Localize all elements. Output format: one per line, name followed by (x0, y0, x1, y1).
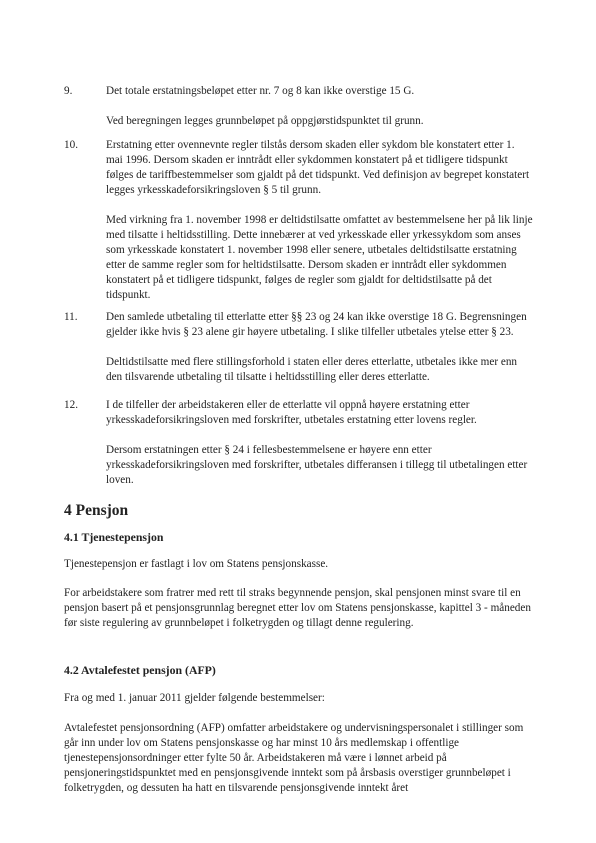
paragraph: Den samlede utbetaling til etterlatte etter §§ 23 og 24 kan ikke overstige 18 G. Begrensningen gjelder ikke hvis § 23 alene gir høyere utbetaling. I slike tilfeller utbetales ytelse etter § 23. (106, 311, 527, 338)
paragraph: Det totale erstatningsbeløpet etter nr. 7 og 8 kan ikke overstige 15 G. (106, 85, 415, 97)
list-item-12 (64, 398, 534, 488)
section-heading: 4 Pensjon (64, 502, 129, 519)
subsection-heading: 4.2 Avtalefestet pensjon (AFP) (64, 663, 216, 677)
item-number: 11. (64, 311, 78, 323)
paragraph: Tjenestepensjon er fastlagt i lov om Statens pensjonskasse. (64, 558, 329, 570)
paragraph: Erstatning etter ovennevnte regler tilstås dersom skaden eller sykdom ble konstatert etter 1. mai 1996. Dersom skaden er inntrådt eller sykdommen konstatert på et tidligere tidspunkt følges de tariffbestemmelser som gjaldt på det tidspunkt. Ved definisjon av begrepet konstatert legges yrkesskadeforsikringsloven § 5 til grunn. (106, 139, 530, 196)
paragraph: Deltidstilsatte med flere stillingsforhold i staten eller deres etterlatte, utbetales ikke mer enn den tilsvarende utbetaling til tilsatte i heltidsstilling eller deres etterlatte. (106, 356, 518, 383)
paragraph-block (64, 721, 534, 796)
paragraph-block (64, 691, 534, 706)
paragraph: Ved beregningen legges grunnbeløpet på oppgjørstidspunktet til grunn. (106, 115, 424, 127)
paragraph: Dersom erstatningen etter § 24 i fellesbestemmelsene er høyere enn etter yrkesskadeforsikringsloven med forskrifter, utbetales differansen i tillegg til utbetalingen etter loven. (106, 444, 528, 486)
paragraph: Med virkning fra 1. november 1998 er deltidstilsatte omfattet av bestemmelsene her på lik linje med tilsatte i heltidsstilling. Dette innebærer at ved yrkesskade eller yrkessykdom som anses som yrkesskade konstatert 1. november 1998 eller senere, utbetales deltidstilsatte erstatning etter de samme regler som for heltidstilsatte. Dersom skaden er inntrådt eller sykdommen konstatert på et tidligere tidspunkt, følges de regler som gjaldt for deltidstilsatte på det tidspunkt. (106, 214, 533, 301)
list-item-9 (64, 84, 534, 129)
item-number: 9. (64, 85, 73, 97)
paragraph: Fra og med 1. januar 2011 gjelder følgende bestemmelser: (64, 692, 325, 704)
item-number: 10. (64, 139, 78, 151)
paragraph-block (64, 557, 534, 572)
paragraph: Avtalefestet pensjonsordning (AFP) omfatter arbeidstakere og undervisningspersonalet i stillinger som går inn under lov om Statens pensjonskasse og har minst 10 års medlemskap i offentlige tjenestepensjonsordninger etter fylte 50 år. Arbeidstakeren må være i lønnet arbeid på pensjoneringstidspunktet med en pensjonsgivende inntekt som på årsbasis overstiger grunnbeløpet i folketrygden, og dessuten ha hatt en tilsvarende pensjonsgivende inntekt året (64, 722, 524, 794)
paragraph-block (64, 586, 534, 631)
list-item-11 (64, 310, 534, 385)
subsection-heading: 4.1 Tjenestepensjon (64, 530, 164, 544)
paragraph: I de tilfeller der arbeidstakeren eller de etterlatte vil oppnå høyere erstatning etter yrkesskadeforsikringsloven med forskrifter, utbetales erstatning etter lovens regler. (106, 399, 477, 426)
item-number: 12. (64, 399, 78, 411)
paragraph: For arbeidstakere som fratrer med rett til straks begynnende pensjon, skal pensjonen minst svare til en pensjon basert på et pensjonsgrunnlag beregnet etter lov om Statens pensjonskasse, kapittel 3 - måneden før siste regulering av grunnbeløpet i folketrygden og tillagt denne regulering. (64, 587, 531, 629)
list-item-10 (64, 138, 534, 303)
